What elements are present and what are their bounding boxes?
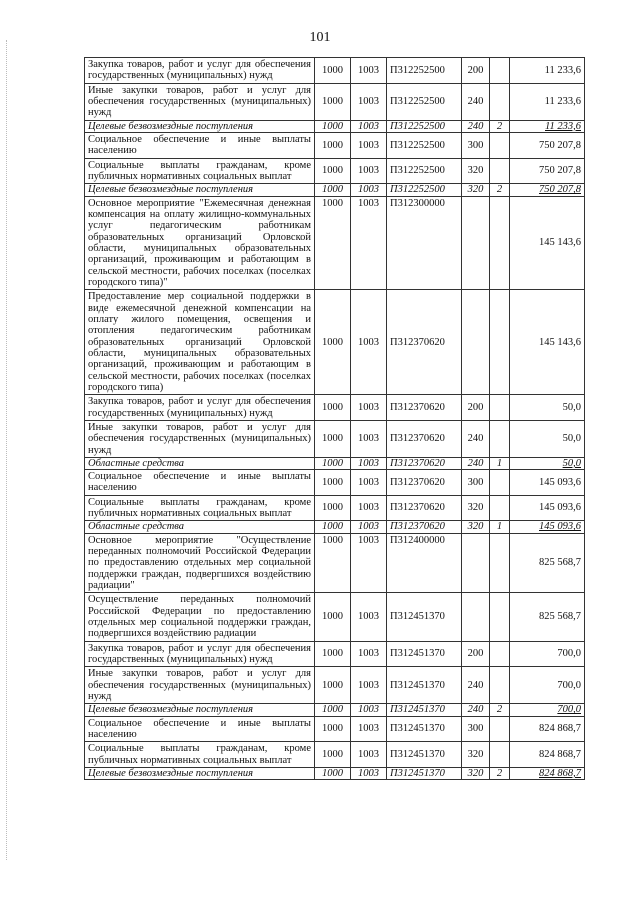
cell-subsection: 1003 bbox=[351, 470, 387, 496]
cell-expense-type: 320 bbox=[462, 521, 490, 533]
cell-name: Иные закупки товаров, работ и услуг для обеспечения государственных (муниципальных) нужд bbox=[85, 420, 315, 457]
cell-amount: 50,0 bbox=[510, 395, 585, 421]
table-row bbox=[85, 495, 585, 521]
table-row bbox=[85, 120, 585, 132]
cell-target-article: П312451370 bbox=[387, 768, 462, 780]
cell-section: 1000 bbox=[315, 58, 351, 84]
cell-section: 1000 bbox=[315, 158, 351, 184]
cell-expense-type bbox=[462, 290, 490, 395]
cell-amount: 145 093,6 bbox=[510, 470, 585, 496]
cell-subsection: 1003 bbox=[351, 83, 387, 120]
cell-section: 1000 bbox=[315, 742, 351, 768]
cell-subsection: 1003 bbox=[351, 704, 387, 716]
cell-name: Основное мероприятие "Осуществление переданных полномочий Российской Федерации по предоставлению отдельных мер социальной поддержки граждан, подвергшихся воздействию радиации" bbox=[85, 533, 315, 593]
cell-subsection: 1003 bbox=[351, 667, 387, 704]
cell-target-article: П312252500 bbox=[387, 58, 462, 84]
cell-subsection: 1003 bbox=[351, 521, 387, 533]
table-row bbox=[85, 83, 585, 120]
cell-section: 1000 bbox=[315, 641, 351, 667]
cell-amount: 824 868,7 bbox=[510, 768, 585, 780]
table-row bbox=[85, 132, 585, 158]
cell-target-article: П312451370 bbox=[387, 641, 462, 667]
cell-target-article: П312370620 bbox=[387, 420, 462, 457]
cell-amount: 11 233,6 bbox=[510, 120, 585, 132]
cell-funding-source bbox=[490, 132, 510, 158]
cell-amount: 825 568,7 bbox=[510, 593, 585, 641]
cell-target-article: П312451370 bbox=[387, 593, 462, 641]
cell-funding-source bbox=[490, 742, 510, 768]
cell-name: Осуществление переданных полномочий Российской Федерации по предоставлению отдельных мер социальной поддержки граждан, подвергшихся воздействию радиации bbox=[85, 593, 315, 641]
cell-section: 1000 bbox=[315, 533, 351, 593]
cell-section: 1000 bbox=[315, 457, 351, 469]
cell-amount: 824 868,7 bbox=[510, 716, 585, 742]
cell-subsection: 1003 bbox=[351, 58, 387, 84]
table-row bbox=[85, 521, 585, 533]
cell-target-article: П312252500 bbox=[387, 132, 462, 158]
cell-amount: 750 207,8 bbox=[510, 132, 585, 158]
table-row bbox=[85, 184, 585, 196]
cell-name: Социальное обеспечение и иные выплаты населению bbox=[85, 132, 315, 158]
cell-expense-type: 200 bbox=[462, 395, 490, 421]
cell-expense-type: 240 bbox=[462, 120, 490, 132]
cell-amount: 145 143,6 bbox=[510, 196, 585, 290]
cell-expense-type bbox=[462, 593, 490, 641]
cell-amount: 700,0 bbox=[510, 704, 585, 716]
cell-name: Областные средства bbox=[85, 457, 315, 469]
cell-section: 1000 bbox=[315, 395, 351, 421]
cell-funding-source bbox=[490, 593, 510, 641]
cell-amount: 145 143,6 bbox=[510, 290, 585, 395]
cell-subsection: 1003 bbox=[351, 420, 387, 457]
cell-name: Социальное обеспечение и иные выплаты населению bbox=[85, 716, 315, 742]
table-row bbox=[85, 533, 585, 593]
cell-amount: 825 568,7 bbox=[510, 533, 585, 593]
table-row bbox=[85, 290, 585, 395]
cell-target-article: П312252500 bbox=[387, 184, 462, 196]
cell-name: Закупка товаров, работ и услуг для обеспечения государственных (муниципальных) нужд bbox=[85, 58, 315, 84]
cell-subsection: 1003 bbox=[351, 158, 387, 184]
cell-target-article: П312370620 bbox=[387, 457, 462, 469]
cell-name: Основное мероприятие "Ежемесячная денежная компенсация на оплату жилищно-коммунальных услуг педагогическим работникам образовательных организаций Орловской области, муниципальных образовательных организаций, проживающим и работающим в сельской местности, рабочих поселках (поселках городского типа)" bbox=[85, 196, 315, 290]
cell-section: 1000 bbox=[315, 83, 351, 120]
cell-target-article: П312370620 bbox=[387, 495, 462, 521]
cell-subsection: 1003 bbox=[351, 196, 387, 290]
cell-expense-type: 200 bbox=[462, 641, 490, 667]
cell-amount: 700,0 bbox=[510, 641, 585, 667]
cell-name: Иные закупки товаров, работ и услуг для обеспечения государственных (муниципальных) нужд bbox=[85, 667, 315, 704]
cell-name: Иные закупки товаров, работ и услуг для обеспечения государственных (муниципальных) нужд bbox=[85, 83, 315, 120]
cell-target-article: П312370620 bbox=[387, 290, 462, 395]
cell-target-article: П312252500 bbox=[387, 158, 462, 184]
cell-expense-type: 240 bbox=[462, 667, 490, 704]
cell-expense-type: 320 bbox=[462, 158, 490, 184]
cell-subsection: 1003 bbox=[351, 593, 387, 641]
cell-expense-type: 300 bbox=[462, 716, 490, 742]
cell-target-article: П312252500 bbox=[387, 120, 462, 132]
table-row bbox=[85, 768, 585, 780]
cell-funding-source bbox=[490, 533, 510, 593]
cell-name: Целевые безвозмездные поступления bbox=[85, 120, 315, 132]
cell-funding-source bbox=[490, 716, 510, 742]
table-row bbox=[85, 593, 585, 641]
cell-subsection: 1003 bbox=[351, 641, 387, 667]
cell-name: Социальные выплаты гражданам, кроме публичных нормативных социальных выплат bbox=[85, 742, 315, 768]
cell-section: 1000 bbox=[315, 593, 351, 641]
cell-section: 1000 bbox=[315, 420, 351, 457]
page-number: 101 bbox=[309, 30, 331, 45]
table-row bbox=[85, 158, 585, 184]
cell-section: 1000 bbox=[315, 704, 351, 716]
cell-expense-type bbox=[462, 196, 490, 290]
cell-funding-source: 2 bbox=[490, 120, 510, 132]
cell-target-article: П312370620 bbox=[387, 395, 462, 421]
cell-subsection: 1003 bbox=[351, 533, 387, 593]
cell-subsection: 1003 bbox=[351, 290, 387, 395]
cell-amount: 11 233,6 bbox=[510, 83, 585, 120]
cell-funding-source: 2 bbox=[490, 768, 510, 780]
cell-amount: 50,0 bbox=[510, 420, 585, 457]
scan-edge-marks bbox=[6, 40, 9, 860]
cell-amount: 750 207,8 bbox=[510, 158, 585, 184]
cell-amount: 50,0 bbox=[510, 457, 585, 469]
cell-expense-type: 300 bbox=[462, 470, 490, 496]
cell-funding-source bbox=[490, 495, 510, 521]
cell-expense-type bbox=[462, 533, 490, 593]
table-row bbox=[85, 457, 585, 469]
cell-section: 1000 bbox=[315, 132, 351, 158]
cell-amount: 11 233,6 bbox=[510, 58, 585, 84]
cell-name: Социальные выплаты гражданам, кроме публичных нормативных социальных выплат bbox=[85, 158, 315, 184]
cell-subsection: 1003 bbox=[351, 495, 387, 521]
cell-section: 1000 bbox=[315, 521, 351, 533]
cell-name: Целевые безвозмездные поступления bbox=[85, 768, 315, 780]
cell-amount: 750 207,8 bbox=[510, 184, 585, 196]
cell-subsection: 1003 bbox=[351, 184, 387, 196]
table-row bbox=[85, 58, 585, 84]
cell-expense-type: 320 bbox=[462, 768, 490, 780]
table-row bbox=[85, 420, 585, 457]
cell-funding-source bbox=[490, 290, 510, 395]
cell-name: Целевые безвозмездные поступления bbox=[85, 184, 315, 196]
cell-funding-source bbox=[490, 58, 510, 84]
cell-target-article: П312370620 bbox=[387, 470, 462, 496]
cell-funding-source: 2 bbox=[490, 704, 510, 716]
cell-subsection: 1003 bbox=[351, 742, 387, 768]
table-row bbox=[85, 667, 585, 704]
cell-section: 1000 bbox=[315, 667, 351, 704]
cell-amount: 700,0 bbox=[510, 667, 585, 704]
cell-subsection: 1003 bbox=[351, 768, 387, 780]
cell-section: 1000 bbox=[315, 768, 351, 780]
cell-amount: 145 093,6 bbox=[510, 521, 585, 533]
cell-expense-type: 300 bbox=[462, 132, 490, 158]
cell-funding-source bbox=[490, 158, 510, 184]
cell-expense-type: 240 bbox=[462, 457, 490, 469]
cell-name: Социальные выплаты гражданам, кроме публичных нормативных социальных выплат bbox=[85, 495, 315, 521]
cell-name: Закупка товаров, работ и услуг для обеспечения государственных (муниципальных) нужд bbox=[85, 395, 315, 421]
cell-target-article: П312400000 bbox=[387, 533, 462, 593]
cell-section: 1000 bbox=[315, 470, 351, 496]
cell-funding-source: 2 bbox=[490, 184, 510, 196]
table-row bbox=[85, 742, 585, 768]
cell-target-article: П312252500 bbox=[387, 83, 462, 120]
cell-name: Предоставление мер социальной поддержки в виде ежемесячной денежной компенсации на оплату жилого помещения, освещения и отопления педагогическим работникам образовательных организаций Орловской области, муниципальных образовательных организаций, проживающим и работающим в сельской местности, рабочих поселках (поселках городского типа) bbox=[85, 290, 315, 395]
cell-funding-source bbox=[490, 667, 510, 704]
cell-expense-type: 320 bbox=[462, 184, 490, 196]
cell-subsection: 1003 bbox=[351, 457, 387, 469]
table-body bbox=[85, 58, 585, 780]
cell-subsection: 1003 bbox=[351, 716, 387, 742]
cell-target-article: П312451370 bbox=[387, 704, 462, 716]
cell-target-article: П312300000 bbox=[387, 196, 462, 290]
cell-amount: 145 093,6 bbox=[510, 495, 585, 521]
cell-funding-source: 1 bbox=[490, 521, 510, 533]
table-row bbox=[85, 704, 585, 716]
table-row bbox=[85, 196, 585, 290]
cell-name: Целевые безвозмездные поступления bbox=[85, 704, 315, 716]
cell-subsection: 1003 bbox=[351, 132, 387, 158]
cell-section: 1000 bbox=[315, 184, 351, 196]
cell-expense-type: 240 bbox=[462, 420, 490, 457]
cell-expense-type: 200 bbox=[462, 58, 490, 84]
cell-amount: 824 868,7 bbox=[510, 742, 585, 768]
budget-table bbox=[84, 57, 585, 780]
cell-funding-source bbox=[490, 196, 510, 290]
cell-section: 1000 bbox=[315, 196, 351, 290]
cell-section: 1000 bbox=[315, 716, 351, 742]
cell-funding-source bbox=[490, 641, 510, 667]
cell-target-article: П312451370 bbox=[387, 742, 462, 768]
cell-section: 1000 bbox=[315, 495, 351, 521]
cell-expense-type: 240 bbox=[462, 704, 490, 716]
table-row bbox=[85, 641, 585, 667]
table-row bbox=[85, 395, 585, 421]
cell-expense-type: 320 bbox=[462, 495, 490, 521]
cell-funding-source bbox=[490, 83, 510, 120]
cell-subsection: 1003 bbox=[351, 120, 387, 132]
cell-funding-source bbox=[490, 470, 510, 496]
cell-section: 1000 bbox=[315, 290, 351, 395]
cell-section: 1000 bbox=[315, 120, 351, 132]
cell-target-article: П312451370 bbox=[387, 667, 462, 704]
cell-target-article: П312370620 bbox=[387, 521, 462, 533]
cell-funding-source: 1 bbox=[490, 457, 510, 469]
cell-name: Областные средства bbox=[85, 521, 315, 533]
cell-target-article: П312451370 bbox=[387, 716, 462, 742]
table-row bbox=[85, 716, 585, 742]
cell-expense-type: 240 bbox=[462, 83, 490, 120]
cell-subsection: 1003 bbox=[351, 395, 387, 421]
cell-funding-source bbox=[490, 420, 510, 457]
cell-expense-type: 320 bbox=[462, 742, 490, 768]
cell-funding-source bbox=[490, 395, 510, 421]
cell-name: Закупка товаров, работ и услуг для обеспечения государственных (муниципальных) нужд bbox=[85, 641, 315, 667]
table-row bbox=[85, 470, 585, 496]
cell-name: Социальное обеспечение и иные выплаты населению bbox=[85, 470, 315, 496]
